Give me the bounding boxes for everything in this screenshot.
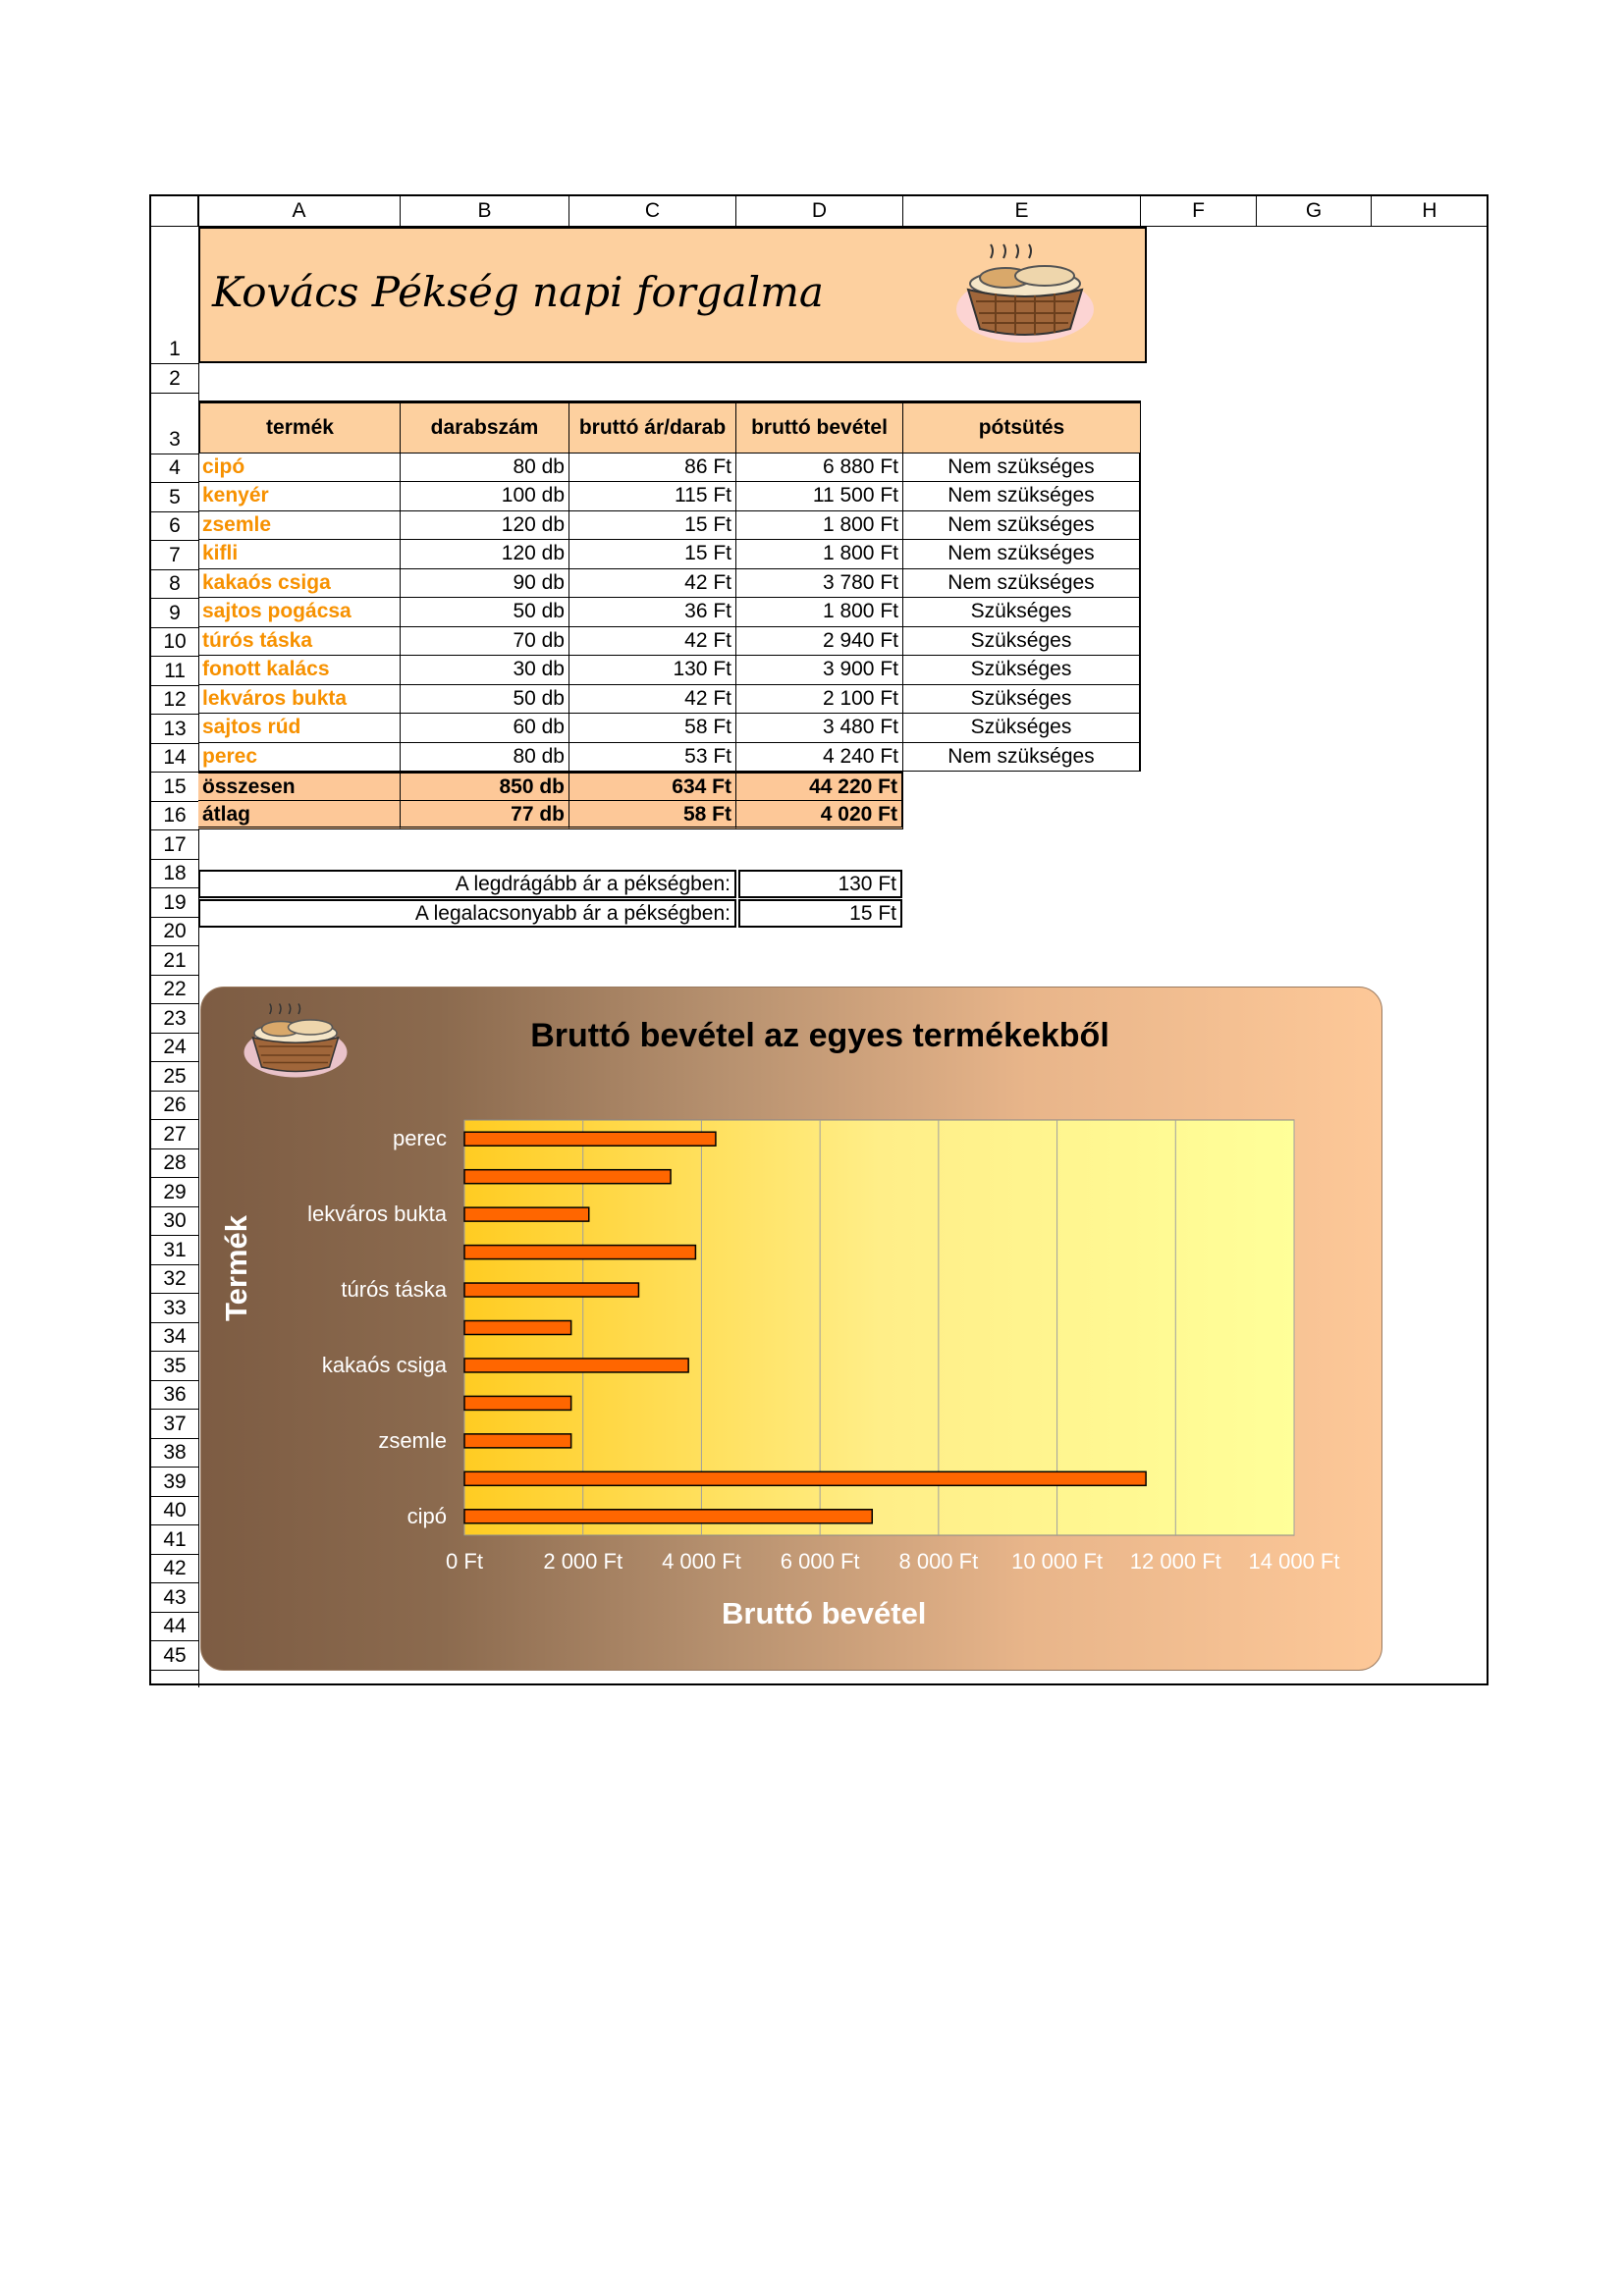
- x-tick-label: 2 000 Ft: [543, 1549, 623, 1574]
- bar-sajtos-pogácsa[interactable]: [464, 1321, 571, 1335]
- summary-cell[interactable]: 634 Ft: [569, 772, 736, 801]
- page-title: Kovács Pékség napi forgalma: [212, 268, 824, 316]
- table-cell[interactable]: 42 Ft: [569, 569, 736, 599]
- row-header-28[interactable]: 28: [163, 1151, 187, 1174]
- table-cell[interactable]: 6 880 Ft: [736, 454, 903, 483]
- row-divider: [151, 1091, 198, 1092]
- table-header-cell[interactable]: bruttó ár/darab: [569, 400, 736, 454]
- table-cell[interactable]: 100 db: [401, 482, 569, 511]
- x-tick-label: 10 000 Ft: [1011, 1549, 1104, 1574]
- row-divider: [151, 743, 198, 744]
- row-header-39[interactable]: 39: [163, 1469, 187, 1493]
- table-cell[interactable]: Szükséges: [903, 656, 1141, 685]
- row-divider: [151, 1380, 198, 1381]
- bar-fonott-kalács[interactable]: [464, 1246, 695, 1259]
- row-divider: [151, 1524, 198, 1525]
- max-price-value[interactable]: 130 Ft: [738, 870, 902, 898]
- table-cell[interactable]: kakaós csiga: [198, 569, 401, 599]
- table-cell[interactable]: 60 db: [401, 714, 569, 743]
- table-cell[interactable]: kifli: [198, 540, 401, 569]
- row-divider: [151, 598, 198, 599]
- bar-kenyér[interactable]: [464, 1471, 1146, 1485]
- table-cell[interactable]: Nem szükséges: [903, 540, 1141, 569]
- title-cell[interactable]: [198, 227, 1147, 363]
- row-header-12[interactable]: 12: [163, 688, 187, 711]
- bread-basket-icon: [947, 239, 1104, 348]
- table-cell[interactable]: Nem szükséges: [903, 511, 1141, 541]
- column-header-g[interactable]: G: [1257, 196, 1372, 226]
- table-cell[interactable]: Nem szükséges: [903, 482, 1141, 511]
- table-cell[interactable]: 80 db: [401, 454, 569, 483]
- row-divider: [151, 1293, 198, 1294]
- row-header-8[interactable]: 8: [169, 572, 181, 595]
- bar-zsemle[interactable]: [464, 1434, 571, 1448]
- row-divider: [151, 1322, 198, 1323]
- table-cell[interactable]: 50 db: [401, 685, 569, 715]
- row-header-2[interactable]: 2: [169, 366, 181, 390]
- table-cell[interactable]: 3 900 Ft: [736, 656, 903, 685]
- row-header-20[interactable]: 20: [163, 920, 187, 942]
- row-divider: [151, 1438, 198, 1439]
- column-header-b[interactable]: B: [401, 196, 569, 226]
- table-cell[interactable]: 3 780 Ft: [736, 569, 903, 599]
- table-cell[interactable]: sajtos pogácsa: [198, 598, 401, 627]
- row-header-41[interactable]: 41: [163, 1527, 187, 1551]
- table-cell[interactable]: 42 Ft: [569, 685, 736, 715]
- row-header-14[interactable]: 14: [163, 746, 187, 769]
- row-header-30[interactable]: 30: [163, 1209, 187, 1232]
- row-divider: [151, 511, 198, 512]
- row-divider: [151, 569, 198, 570]
- row-divider: [151, 1148, 198, 1149]
- row-header-16[interactable]: 16: [163, 804, 187, 827]
- y-tick-label: túrós táska: [341, 1277, 447, 1303]
- table-cell[interactable]: 50 db: [401, 598, 569, 627]
- table-cell[interactable]: 70 db: [401, 627, 569, 657]
- row-header-24[interactable]: 24: [163, 1036, 187, 1058]
- table-cell[interactable]: perec: [198, 743, 401, 773]
- table-cell[interactable]: 120 db: [401, 540, 569, 569]
- row-divider: [151, 1264, 198, 1265]
- column-header-a[interactable]: A: [198, 196, 401, 226]
- table-cell[interactable]: 90 db: [401, 569, 569, 599]
- row-divider: [151, 1670, 198, 1671]
- row-divider: [151, 859, 198, 860]
- row-header-33[interactable]: 33: [163, 1296, 187, 1319]
- x-tick-label: 12 000 Ft: [1129, 1549, 1221, 1574]
- table-cell[interactable]: 4 240 Ft: [736, 743, 903, 773]
- table-cell[interactable]: Nem szükséges: [903, 454, 1141, 483]
- row-header-45[interactable]: 45: [163, 1643, 187, 1667]
- table-cell[interactable]: 1 800 Ft: [736, 598, 903, 627]
- row-header-42[interactable]: 42: [163, 1557, 187, 1579]
- row-header-5[interactable]: 5: [169, 485, 181, 508]
- table-cell[interactable]: Szükséges: [903, 627, 1141, 657]
- bar-kakaós-csiga[interactable]: [464, 1359, 688, 1372]
- x-tick-label: 6 000 Ft: [780, 1549, 860, 1574]
- x-axis-label: Bruttó bevétel: [722, 1596, 927, 1630]
- table-cell[interactable]: sajtos rúd: [198, 714, 401, 743]
- table-cell[interactable]: lekváros bukta: [198, 685, 401, 715]
- row-divider: [151, 945, 198, 946]
- min-price-label: A legalacsonyabb ár a pékségben:: [198, 899, 736, 928]
- summary-cell[interactable]: összesen: [198, 772, 401, 801]
- table-cell[interactable]: 80 db: [401, 743, 569, 773]
- y-tick-label: cipó: [406, 1503, 447, 1528]
- x-tick-label: 8 000 Ft: [898, 1549, 979, 1574]
- row-header-37[interactable]: 37: [163, 1412, 187, 1435]
- row-divider: [151, 1467, 198, 1468]
- row-divider: [151, 772, 198, 773]
- row-header-43[interactable]: 43: [163, 1585, 187, 1609]
- row-header-9[interactable]: 9: [169, 601, 181, 624]
- chart-plot: [201, 988, 1381, 1670]
- chart-title: Bruttó bevétel az egyes termékekből: [530, 1017, 1110, 1054]
- select-all-corner[interactable]: [151, 196, 198, 226]
- table-cell[interactable]: Nem szükséges: [903, 743, 1141, 773]
- table-cell[interactable]: 130 Ft: [569, 656, 736, 685]
- y-tick-label: kakaós csiga: [321, 1352, 447, 1377]
- table-cell[interactable]: 1 800 Ft: [736, 540, 903, 569]
- column-header-h[interactable]: H: [1372, 196, 1489, 226]
- row-header-19[interactable]: 19: [163, 890, 187, 914]
- bar-perec[interactable]: [464, 1132, 716, 1146]
- row-header-44[interactable]: 44: [163, 1615, 187, 1637]
- row-header-26[interactable]: 26: [163, 1094, 187, 1116]
- row-divider: [151, 801, 198, 802]
- row-divider: [151, 656, 198, 657]
- row-divider: [151, 482, 198, 483]
- table-cell[interactable]: túrós táska: [198, 627, 401, 657]
- summary-cell[interactable]: 77 db: [401, 801, 569, 830]
- row-divider: [151, 1554, 198, 1555]
- table-cell[interactable]: 1 800 Ft: [736, 511, 903, 541]
- row-header-21[interactable]: 21: [163, 948, 187, 972]
- row-header-23[interactable]: 23: [163, 1006, 187, 1030]
- table-cell[interactable]: 36 Ft: [569, 598, 736, 627]
- bar-kifli[interactable]: [464, 1396, 571, 1410]
- column-header-c[interactable]: C: [569, 196, 736, 226]
- row-header-1[interactable]: 1: [169, 338, 181, 360]
- table-cell[interactable]: Szükséges: [903, 598, 1141, 627]
- x-tick-label: 14 000 Ft: [1248, 1549, 1340, 1574]
- row-header-38[interactable]: 38: [163, 1441, 187, 1464]
- table-header-cell[interactable]: pótsütés: [903, 400, 1141, 454]
- row-header-6[interactable]: 6: [169, 514, 181, 537]
- row-header-31[interactable]: 31: [163, 1238, 187, 1261]
- row-divider: [151, 1409, 198, 1410]
- row-divider: [151, 627, 198, 628]
- table-cell[interactable]: 42 Ft: [569, 627, 736, 657]
- y-tick-label: zsemle: [378, 1427, 447, 1453]
- row-divider: [151, 1119, 198, 1120]
- row-divider: [151, 714, 198, 715]
- max-price-label: A legdrágább ár a pékségben:: [198, 870, 736, 898]
- row-header-35[interactable]: 35: [163, 1354, 187, 1377]
- table-header-cell[interactable]: bruttó bevétel: [736, 400, 903, 454]
- table-cell[interactable]: Nem szükséges: [903, 569, 1141, 599]
- row-divider: [151, 1003, 198, 1004]
- row-divider: [151, 975, 198, 976]
- row-divider: [151, 393, 198, 394]
- row-divider: [151, 1177, 198, 1178]
- table-cell[interactable]: 120 db: [401, 511, 569, 541]
- row-divider: [151, 1351, 198, 1352]
- row-header-7[interactable]: 7: [169, 543, 181, 566]
- row-divider: [151, 1206, 198, 1207]
- row-header-10[interactable]: 10: [163, 630, 187, 653]
- row-header-27[interactable]: 27: [163, 1122, 187, 1146]
- y-tick-label: perec: [392, 1126, 447, 1151]
- row-header-13[interactable]: 13: [163, 717, 187, 740]
- column-header-f[interactable]: F: [1141, 196, 1257, 226]
- table-cell[interactable]: 11 500 Ft: [736, 482, 903, 511]
- table-cell[interactable]: Szükséges: [903, 685, 1141, 715]
- row-divider: [151, 1612, 198, 1613]
- bar-sajtos-rúd[interactable]: [464, 1170, 671, 1184]
- row-divider: [151, 917, 198, 918]
- table-cell[interactable]: 86 Ft: [569, 454, 736, 483]
- summary-cell[interactable]: 4 020 Ft: [736, 801, 903, 830]
- table-cell[interactable]: cipó: [198, 454, 401, 483]
- row-divider: [151, 363, 198, 364]
- table-cell[interactable]: 15 Ft: [569, 540, 736, 569]
- x-tick-label: 0 Ft: [446, 1549, 483, 1574]
- revenue-chart[interactable]: [200, 987, 1382, 1671]
- bar-cipó[interactable]: [464, 1510, 872, 1523]
- row-header-25[interactable]: 25: [163, 1064, 187, 1088]
- row-divider: [151, 1582, 198, 1583]
- table-cell[interactable]: 3 480 Ft: [736, 714, 903, 743]
- y-tick-label: lekváros bukta: [307, 1201, 447, 1227]
- table-cell[interactable]: 53 Ft: [569, 743, 736, 773]
- row-divider: [151, 1061, 198, 1062]
- y-axis-label: Termék: [219, 1215, 253, 1321]
- summary-cell[interactable]: 58 Ft: [569, 801, 736, 830]
- table-cell[interactable]: 115 Ft: [569, 482, 736, 511]
- summary-cell[interactable]: átlag: [198, 801, 401, 830]
- row-header-32[interactable]: 32: [163, 1267, 187, 1290]
- row-header-29[interactable]: 29: [163, 1180, 187, 1203]
- row-divider: [151, 1033, 198, 1034]
- table-cell[interactable]: kenyér: [198, 482, 401, 511]
- row-header-3[interactable]: 3: [169, 427, 181, 451]
- row-header-36[interactable]: 36: [163, 1383, 187, 1406]
- table-cell[interactable]: zsemle: [198, 511, 401, 541]
- row-header-40[interactable]: 40: [163, 1499, 187, 1522]
- row-header-4[interactable]: 4: [169, 456, 181, 479]
- row-header-18[interactable]: 18: [163, 862, 187, 884]
- bar-túrós-táska[interactable]: [464, 1283, 638, 1297]
- row-header-22[interactable]: 22: [163, 978, 187, 1000]
- row-header-15[interactable]: 15: [163, 774, 187, 798]
- row-divider: [151, 1235, 198, 1236]
- table-cell[interactable]: 58 Ft: [569, 714, 736, 743]
- row-header-17[interactable]: 17: [163, 832, 187, 856]
- table-cell[interactable]: 15 Ft: [569, 511, 736, 541]
- table-cell[interactable]: fonott kalács: [198, 656, 401, 685]
- x-tick-label: 4 000 Ft: [662, 1549, 741, 1574]
- table-cell[interactable]: 2 100 Ft: [736, 685, 903, 715]
- bar-lekváros-bukta[interactable]: [464, 1207, 589, 1221]
- summary-cell[interactable]: 850 db: [401, 772, 569, 801]
- column-header-e[interactable]: E: [903, 196, 1141, 226]
- table-cell[interactable]: Szükséges: [903, 714, 1141, 743]
- summary-cell[interactable]: 44 220 Ft: [736, 772, 903, 801]
- column-header-d[interactable]: D: [736, 196, 903, 226]
- table-cell[interactable]: 30 db: [401, 656, 569, 685]
- table-header-cell[interactable]: darabszám: [401, 400, 569, 454]
- row-divider: [151, 1640, 198, 1641]
- row-header-34[interactable]: 34: [163, 1325, 187, 1348]
- row-divider: [151, 1496, 198, 1497]
- min-price-value[interactable]: 15 Ft: [738, 899, 902, 928]
- table-cell[interactable]: 2 940 Ft: [736, 627, 903, 657]
- table-header-cell[interactable]: termék: [198, 400, 401, 454]
- row-divider: [151, 685, 198, 686]
- row-header-11[interactable]: 11: [164, 659, 186, 682]
- row-divider: [151, 887, 198, 888]
- row-divider: [151, 540, 198, 541]
- row-divider: [151, 829, 198, 830]
